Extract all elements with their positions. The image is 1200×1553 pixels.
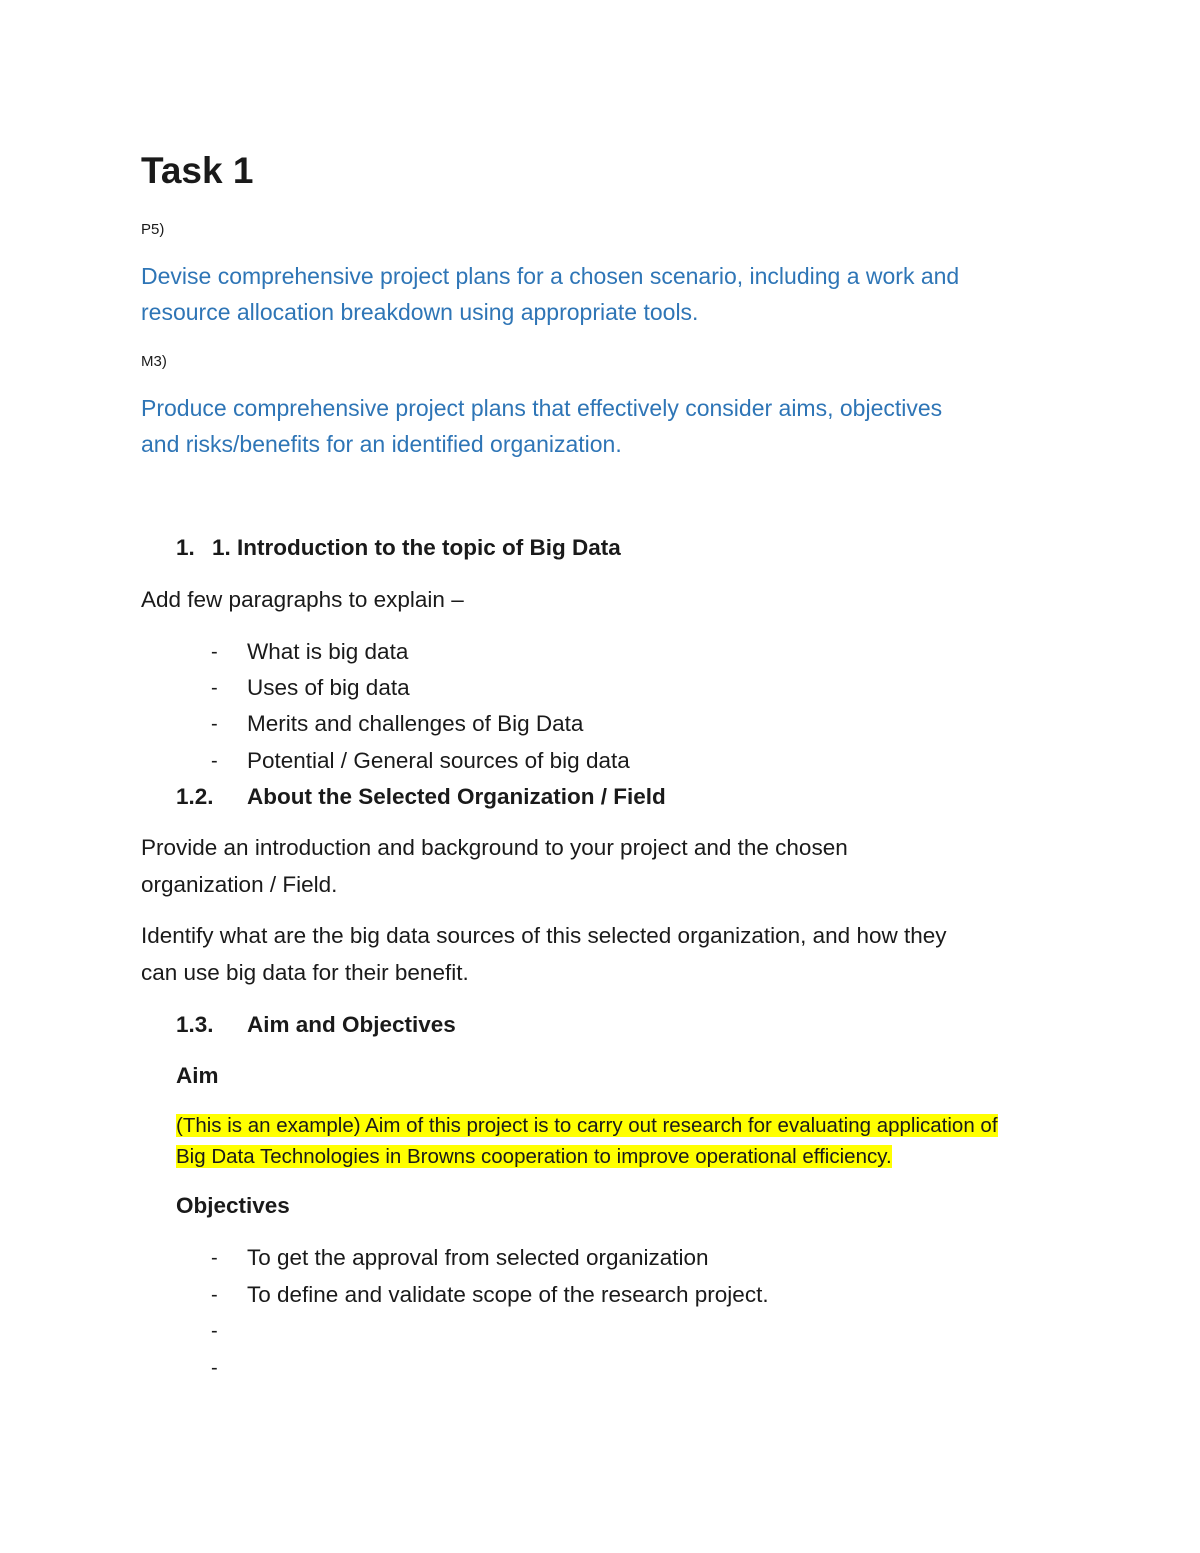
bullet-marker: - bbox=[211, 1357, 218, 1379]
section-1-number: 1. bbox=[176, 535, 195, 560]
section-1-2-number: 1.2. bbox=[176, 784, 214, 809]
p5-text-line-1: Devise comprehensive project plans for a chosen scenario, including a work and bbox=[141, 263, 960, 289]
aim-heading: Aim bbox=[176, 1063, 219, 1088]
list-item: Uses of big data bbox=[247, 675, 410, 700]
list-item: To define and validate scope of the research project. bbox=[247, 1282, 769, 1307]
list-item: What is big data bbox=[247, 639, 409, 664]
page-title: Task 1 bbox=[141, 150, 254, 191]
bullet-marker: - bbox=[211, 1247, 218, 1269]
p5-label: P5) bbox=[141, 221, 165, 238]
section-1-intro: Add few paragraphs to explain – bbox=[141, 587, 464, 612]
list-item: Potential / General sources of big data bbox=[247, 748, 630, 773]
list-item: Merits and challenges of Big Data bbox=[247, 711, 584, 736]
aim-highlight: Big Data Technologies in Browns cooperation to improve operational efficiency. bbox=[176, 1145, 892, 1168]
section-1-3-heading: Aim and Objectives bbox=[247, 1012, 456, 1037]
m3-label: M3) bbox=[141, 353, 167, 370]
objectives-heading: Objectives bbox=[176, 1193, 290, 1218]
section-1-2-para-2-line-2: can use big data for their benefit. bbox=[141, 960, 469, 985]
aim-text-line-1 bbox=[176, 1110, 998, 1141]
section-1-2-para-1-line-2: organization / Field. bbox=[141, 872, 338, 897]
bullet-marker: - bbox=[211, 1284, 218, 1306]
section-1-heading: 1. Introduction to the topic of Big Data bbox=[212, 535, 621, 560]
section-1-2-para-2-line-1: Identify what are the big data sources of this selected organization, and how they bbox=[141, 923, 947, 948]
section-1-2-para-1-line-1: Provide an introduction and background to your project and the chosen bbox=[141, 835, 848, 860]
bullet-marker: - bbox=[211, 677, 218, 699]
list-item: To get the approval from selected organization bbox=[247, 1245, 709, 1270]
bullet-marker: - bbox=[211, 750, 218, 772]
aim-highlight: (This is an example) Aim of this project is to carry out research for evaluating application of bbox=[176, 1114, 998, 1137]
bullet-marker: - bbox=[211, 641, 218, 663]
section-1-2-heading: About the Selected Organization / Field bbox=[247, 784, 666, 809]
p5-text-line-2: resource allocation breakdown using appropriate tools. bbox=[141, 299, 699, 325]
bullet-marker: - bbox=[211, 1320, 218, 1342]
m3-text-line-1: Produce comprehensive project plans that effectively consider aims, objectives bbox=[141, 395, 943, 421]
m3-text-line-2: and risks/benefits for an identified organization. bbox=[141, 431, 622, 457]
aim-text-line-2 bbox=[176, 1141, 892, 1172]
section-1-3-number: 1.3. bbox=[176, 1012, 214, 1037]
bullet-marker: - bbox=[211, 713, 218, 735]
